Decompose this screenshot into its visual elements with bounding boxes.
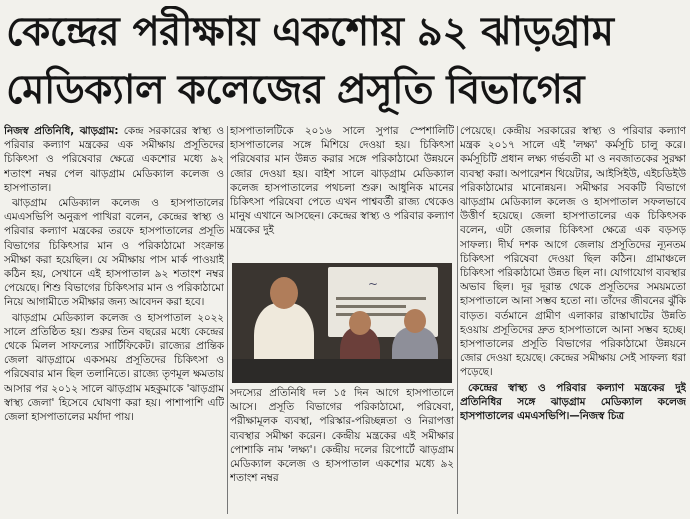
headline-line-1: কেন্দ্রের পরীক্ষায় একশোয় ৯২ ঝাড়গ্রাম bbox=[6, 9, 614, 55]
person-head bbox=[349, 311, 371, 335]
article-column-2-top bbox=[230, 124, 454, 260]
person-head bbox=[404, 309, 426, 333]
photo-caption: কেন্দ্রের স্বাস্থ্য ও পরিবার কল্যাণ মন্ত্রকের দুই প্রতিনিধির সঙ্গে ঝাড়গ্রাম মেডিক্যাল কলেজ হাসপাতালের এমএসভিপি।—নিজস্ব চিত্র bbox=[460, 381, 686, 423]
person-head bbox=[270, 277, 298, 309]
article-paragraph: পেয়েছে। কেন্দ্রীয় সরকারের স্বাস্থ্য ও পরিবার কল্যাণ মন্ত্রক ২০১৭ সালে এই 'লক্ষ্য' কর্মসূচি চালু করে। কর্মসূচিটি প্রধান লক্ষ্য গর্ভবতী মা ও নবজাতকের সুরক্ষা ব্যবস্থা করা। অপারেশন থিয়েটার, আইসিইউ, এইচডিইউ পরিকাঠামোর মানোন্নয়ন। সমীক্ষার সবকটি বিভাগে ঝাড়গ্রাম মেডিক্যাল কলেজ ও হাসপাতাল সফলভাবে উত্তীর্ণ হয়েছে। জেলা হাসপাতালের এক চিকিৎসক বলেন, এটা জেলার চিকিৎসা ক্ষেত্রে এক বড়সড় সাফল্য। দীর্ঘ দশক আগে জেলায় প্রসূতিদের ন্যূনতম চিকিৎসা পরিষেবা দেওয়া ছিল কঠিন। গ্রামাঞ্চলে চিকিৎসা পরিকাঠামো উন্নত ছিল না। যোগাযোগ ব্যবস্থার অভাব ছিল। দূর দূরান্ত থেকে প্রসূতিদের সময়মতো হাসপাতালে আনা সম্ভব হতো না। তাঁদের জীবনের ঝুঁকি বাড়ত। বর্তমানে গ্রামীণ এলাকার রাস্তাঘাটের উন্নতি হওয়ায় প্রসূতিদের দ্রুত হাসপাতালে আনা সম্ভব হচ্ছে। হাসপাতালের প্রসূতি বিভাগের পরিকাঠামো উন্নয়নে জোর দেওয়া হয়েছে। কেন্দ্রের সমীক্ষায় সেই সাফল্য ধরা পড়েছে। bbox=[460, 125, 686, 379]
byline: নিজস্ব প্রতিনিধি, ঝাড়গ্রাম: bbox=[4, 125, 119, 137]
banner-logo-mark: ~ bbox=[368, 277, 379, 291]
headline-line-2: মেডিক্যাল কলেজের প্রসূতি বিভাগের bbox=[6, 67, 584, 113]
article-column-2-bottom bbox=[230, 386, 454, 516]
article-column-1 bbox=[4, 124, 224, 516]
headline bbox=[0, 0, 690, 120]
article-column-3 bbox=[460, 124, 686, 516]
article-paragraph: ঝাড়গ্রাম মেডিক্যাল কলেজ ও হাসপাতালের এমএসভিপি অনুরূপ পাখিরা বলেন, কেন্দ্রের স্বাস্থ্য ও পরিবার কল্যাণ মন্ত্রকের তরফে হাসপাতালের প্রসূতি বিভাগের চিকিৎসার মান ও পরিকাঠামো সংক্রান্ত সমীক্ষা করা হয়েছিল। যে সমীক্ষায় পাস মার্ক পাওয়াই কঠিন হয়, সেখানে এই হাসপাতাল ৯২ শতাংশ নম্বর পেয়েছে। শিশু বিভাগের চিকিৎসার মান ও পরিকাঠামো নিয়ে আগামীতে সমীক্ষার জন্য আবেদন করা হবে। bbox=[4, 197, 224, 309]
news-photo bbox=[232, 263, 452, 383]
article-paragraph bbox=[4, 124, 224, 195]
photo-table bbox=[232, 359, 452, 383]
paragraph-text: কেন্দ্র সরকারের স্বাস্থ্য ও পরিবার কল্যাণ মন্ত্রকের এক সমীক্ষায় প্রসূতিদের চিকিৎসা ও পরিষেবার ক্ষেত্রে একশোর মধ্যে ৯২ শতাংশ নম্বর পেল ঝাড়গ্রাম মেডিক্যাল কলেজ ও হাসপাতাল। bbox=[4, 125, 224, 194]
article-paragraph: সদস্যের প্রতিনিধি দল ১৫ দিন আগে হাসপাতালে আসে। প্রসূতি বিভাগের পরিকাঠামো, পরিষেবা, পরীক্ষামূলক ব্যবস্থা, পরিস্কার-পরিচ্ছন্নতা ও নিরাপত্তা ব্যবস্থার সমীক্ষা করেন। কেন্দ্রীয় মন্ত্রকের এই সমীক্ষার পোশাকি নাম 'লক্ষ্য'। কেন্দ্রীয় দলের রিপোর্টে ঝাড়গ্রাম মেডিক্যাল কলেজ ও হাসপাতাল একশোর মধ্যে ৯২ শতাংশ নম্বর bbox=[230, 387, 454, 485]
article-paragraph: হাসপাতালটিকে ২০১৬ সালে সুপার স্পেশালিটি হাসপাতালের সঙ্গে মিশিয়ে দেওয়া হয়। চিকিৎসা পরিষেবার মান উন্নত করার সঙ্গে পরিকাঠামো উন্নয়নে জোর দেওয়া হয়। বাইশ সালে ঝাড়গ্রাম মেডিক্যাল কলেজ হাসপাতালের পথচলা শুরু। আধুনিক মানের চিকিৎসা পরিষেবা পেতে এখন পাশ্ববর্তী রাজ্য থেকেও মানুষ এখানে আসছেন। কেন্দ্রের স্বাস্থ্য ও পরিবার কল্যাণ মন্ত্রকের দুই bbox=[230, 125, 454, 237]
column-divider bbox=[227, 126, 228, 514]
column-divider bbox=[457, 126, 458, 514]
article-paragraph: ঝাড়গ্রাম মেডিক্যাল কলেজ ও হাসপাতাল ২০২২ সালে প্রতিষ্ঠিত হয়। শুরুর তিন বছরের মধ্যে কেন্দ্রের থেকে মিলল সাফল্যের সার্টিফিকেট। রাজ্যের প্রান্তিক জেলা ঝাড়গ্রামে একসময় প্রসূতিদের চিকিৎসা ও পরিষেবার মান ছিল তলানিতে। রাজ্যে তৃণমূল ক্ষমতায় আসার পর ২০১২ সালে ঝাড়গ্রাম মহকুমাকে 'ঝাড়গ্রাম স্বাস্থ্য জেলা' হিসেবে ঘোষণা করা হয়। পাশাপাশি এটি জেলা হাসপাতালের মর্যাদা পায়। bbox=[4, 311, 224, 424]
